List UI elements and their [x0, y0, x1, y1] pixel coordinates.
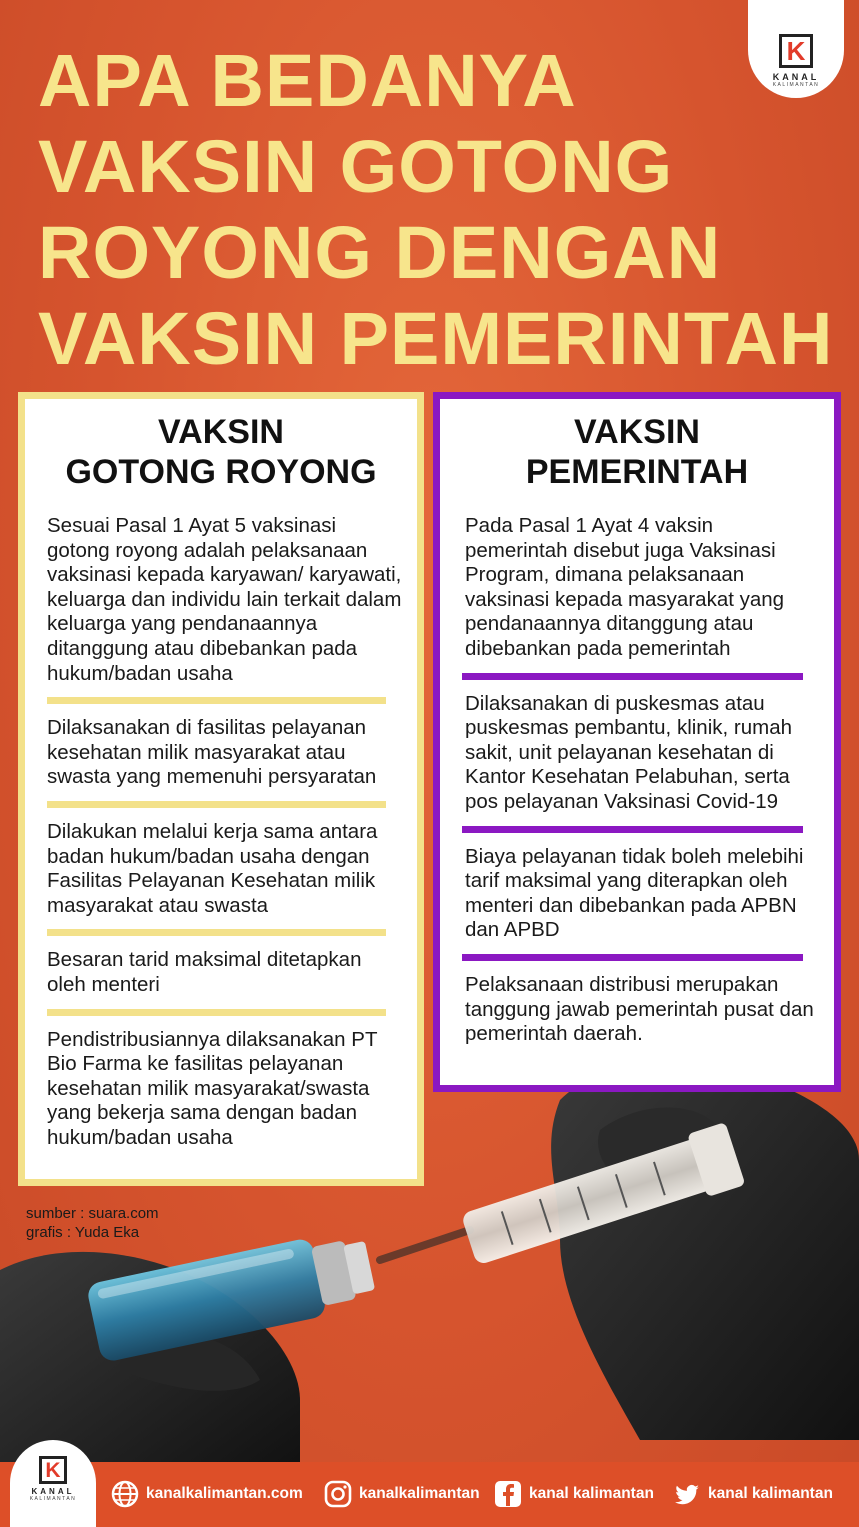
logo-mark [39, 1456, 67, 1484]
title-line: ROYONG DENGAN [38, 211, 722, 294]
divider [462, 954, 803, 961]
card-title-line: PEMERINTAH [525, 453, 749, 491]
card-item: Sesuai Pasal 1 Ayat 5 vaksinasi gotong royong adalah pelaksanaan vaksinasi kepada karyawan/ karyawati, keluarga dan individu lain terkait dalam keluarga yang pendanaannya ditanggung atau dibebankan pada hukum/badan usaha [47, 514, 402, 685]
card-item: Dilaksanakan di fasilitas pelayanan kesehatan milik masyarakat atau swasta yang memenuhi persyaratan [47, 716, 377, 789]
logo-word: KANAL [31, 1487, 75, 1496]
source-credit: sumber : suara.com [26, 1205, 159, 1222]
instagram-label: kanalkalimantan [359, 1485, 480, 1502]
card-items [25, 514, 417, 1150]
instagram-icon [323, 1479, 353, 1509]
logo-sub: KALIMANTAN [29, 1496, 77, 1502]
website-link[interactable] [110, 1476, 303, 1512]
card-item: Pada Pasal 1 Ayat 4 vaksin pemerintah disebut juga Vaksinasi Program, dimana pelaksanaan vaksinasi kepada masyarakat yang pendanaannya ditanggung atau dibebankan pada pemerintah [465, 514, 785, 660]
globe-icon [110, 1479, 140, 1509]
divider [47, 929, 386, 936]
card-title-line: VAKSIN [158, 413, 284, 451]
card-title-line: GOTONG ROYONG [65, 453, 377, 491]
facebook-label: kanal kalimantan [529, 1485, 654, 1502]
card-item: Pelaksanaan distribusi merupakan tanggung jawab pemerintah pusat dan pemerintah daerah. [465, 972, 814, 1046]
logo-sub: KALIMANTAN [772, 82, 820, 88]
divider [47, 697, 386, 704]
twitter-link[interactable] [672, 1476, 833, 1512]
title-line: VAKSIN PEMERINTAH [38, 297, 834, 380]
title-line: APA BEDANYA [38, 39, 577, 122]
twitter-icon [672, 1479, 702, 1509]
card-title [440, 412, 834, 492]
card-item: Dilaksanakan di puskesmas atau puskesmas pembantu, klinik, rumah sakit, unit pelayanan kesehatan di Kantor Kesehatan Pelabuhan, serta pos pelayanan Vaksinasi Covid-19 [465, 691, 793, 813]
logo-word: KANAL [772, 72, 820, 82]
instagram-link[interactable] [323, 1476, 480, 1512]
divider [462, 826, 803, 833]
credits [26, 1204, 159, 1242]
card-item: Besaran tarid maksimal ditetapkan oleh menteri [47, 948, 362, 996]
logo-letter: K [786, 36, 806, 66]
card-item: Dilakukan melalui kerja sama antara badan hukum/badan usaha dengan Fasilitas Pelayanan Kesehatan milik masyarakat atau swasta [47, 819, 378, 917]
brand-logo-footer [10, 1440, 96, 1527]
facebook-icon [493, 1479, 523, 1509]
card-item: Biaya pelayanan tidak boleh melebihi tarif maksimal yang diterapkan oleh menteri dan dibebankan pada APBN dan APBD [465, 844, 804, 942]
gotong-royong-card [18, 392, 424, 1186]
divider [47, 801, 386, 808]
page-title [38, 38, 834, 382]
title-line: VAKSIN GOTONG [38, 125, 674, 208]
card-title-line: VAKSIN [574, 413, 700, 451]
card-items [440, 514, 834, 1047]
graphic-credit: grafis : Yuda Eka [26, 1224, 140, 1241]
divider [47, 1009, 386, 1016]
pemerintah-card [433, 392, 841, 1092]
card-title [25, 412, 417, 492]
twitter-label: kanal kalimantan [708, 1485, 833, 1502]
logo-letter: K [45, 1458, 61, 1482]
website-label: kanalkalimantan.com [146, 1485, 303, 1502]
facebook-link[interactable] [493, 1476, 654, 1512]
divider [462, 673, 803, 680]
card-item: Pendistribusiannya dilaksanakan PT Bio Farma ke fasilitas pelayanan kesehatan milik masyarakat/swasta yang bekerja sama dengan badan hukum/badan usaha [47, 1027, 378, 1149]
